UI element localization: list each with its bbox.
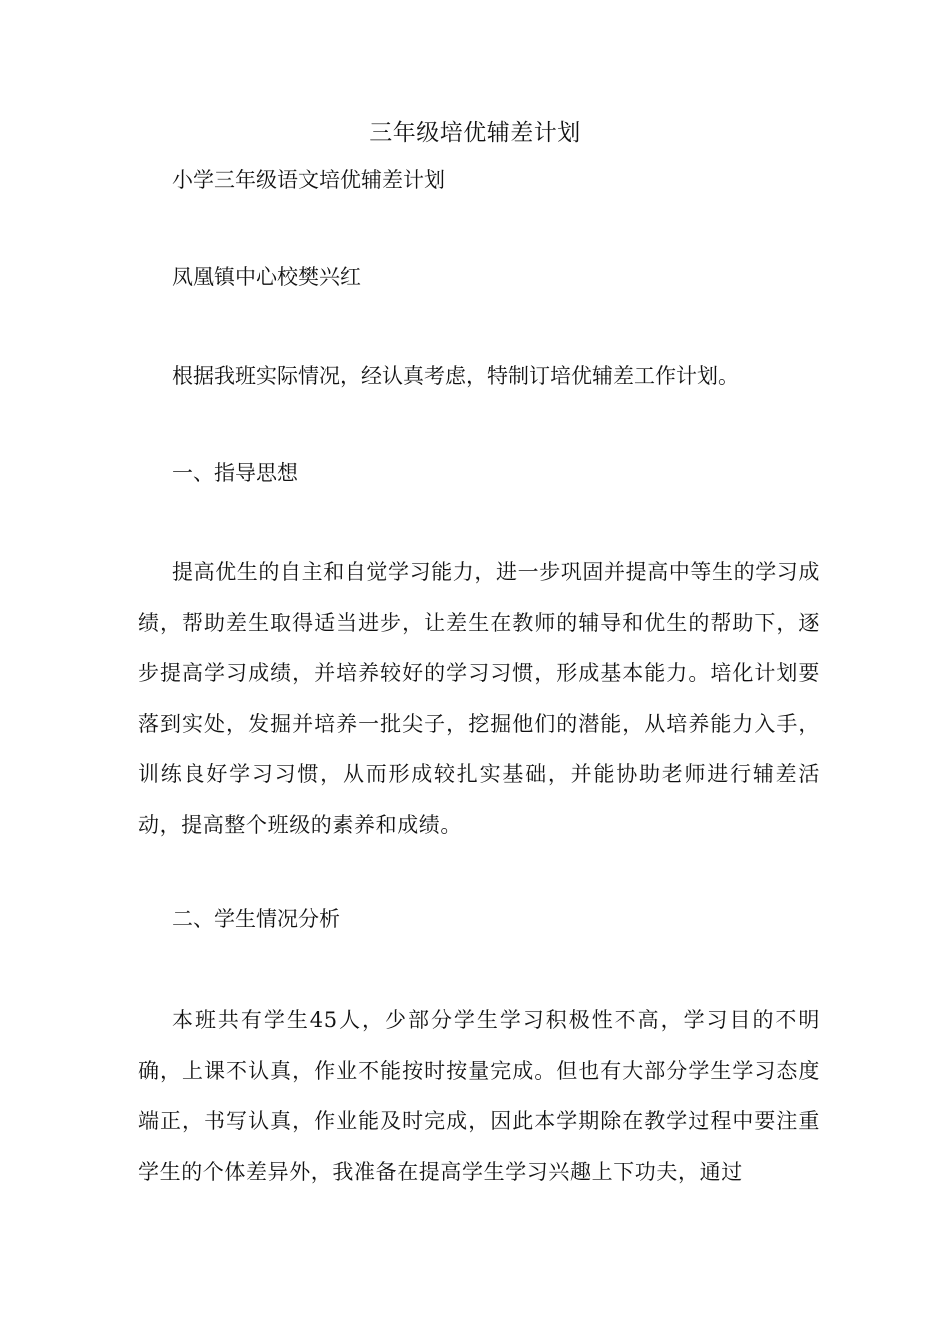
section-heading-student-analysis: 二、学生情况分析 <box>172 907 340 931</box>
section-body-guiding-idea: 提高优生的自主和自觉学习能力，进一步巩固并提高中等生的学习成绩，帮助差生取得适当进步，让差生在教师的辅导和优生的帮助下，逐步提高学习成绩，并培养较好的学习习惯，形成基本能力。培化计划要落到实处，发掘并培养一批尖子，挖掘他们的潜能，从培养能力入手，训练良好学习习惯，从而形成较扎实基础，并能协助老师进行辅差活动，提高整个班级的素养和成绩。 <box>138 560 820 837</box>
intro-paragraph: 根据我班实际情况，经认真考虑，特制订培优辅差工作计划。 <box>172 364 739 388</box>
section-body-student-analysis: 本班共有学生45人，少部分学生学习积极性不高，学习目的不明确，上课不认真，作业不能按时按量完成。但也有大部分学生学习态度端正，书写认真，作业能及时完成，因此本学期除在教学过程中要注重学生的个体差异外，我准备在提高学生学习兴趣上下功夫，通过 <box>138 1008 820 1184</box>
section-heading-guiding-idea: 一、指导思想 <box>172 461 298 485</box>
document-title: 三年级培优辅差计划 <box>369 120 581 146</box>
document-subtitle: 小学三年级语文培优辅差计划 <box>172 168 445 192</box>
author-line: 凤凰镇中心校樊兴红 <box>172 265 361 289</box>
